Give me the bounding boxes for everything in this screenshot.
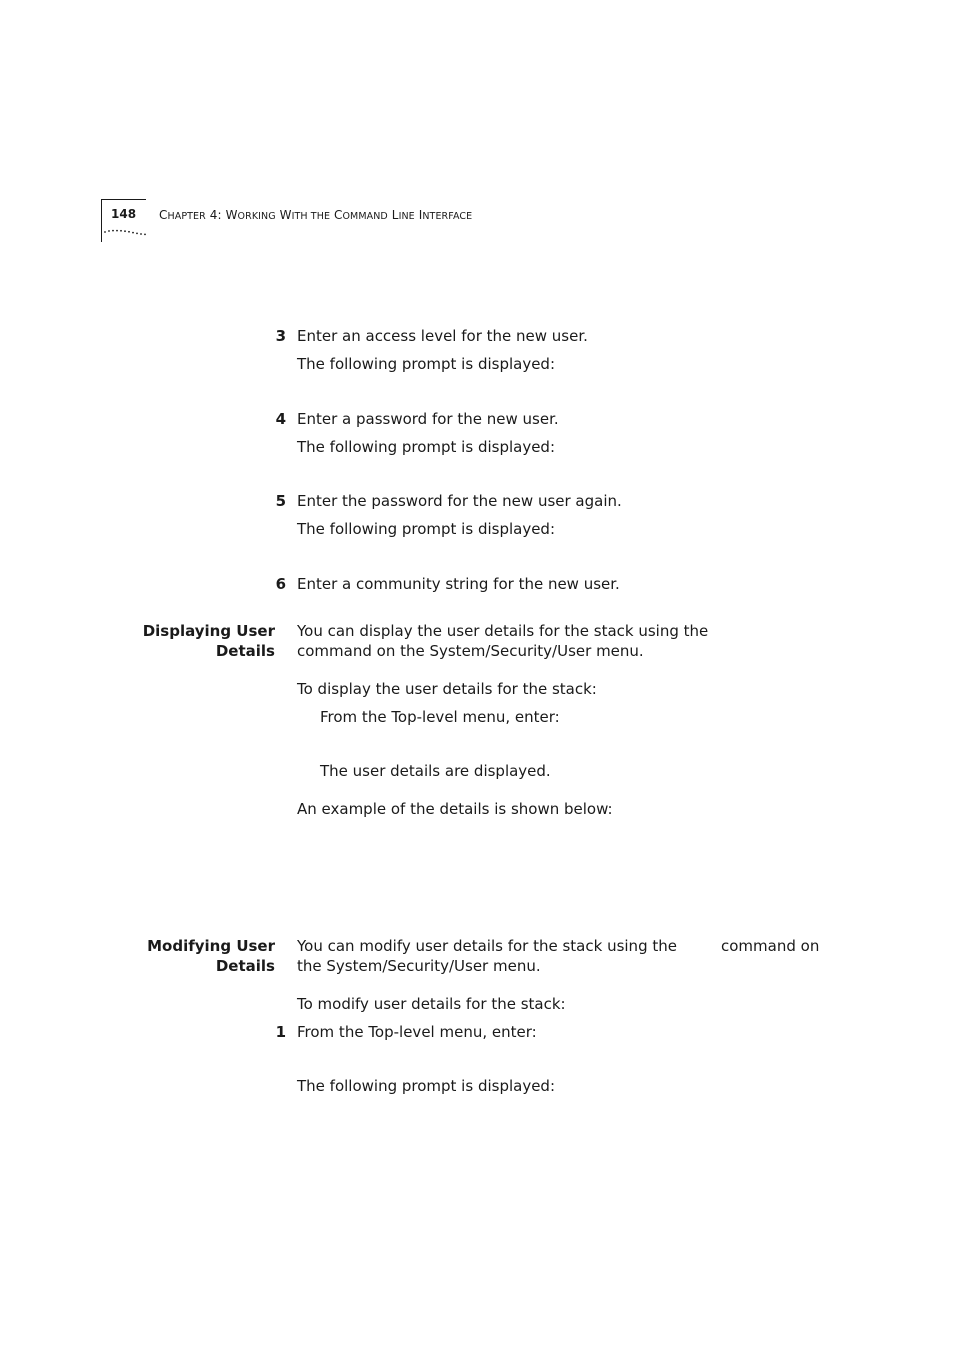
step-text: Enter a community string for the new user. (297, 575, 620, 593)
chapter-title-part: C (159, 208, 168, 222)
chapter-title-part: ITH THE (291, 211, 331, 222)
chapter-title-part: INE (398, 211, 415, 222)
step-number: 5 (275, 492, 286, 510)
step-follow-text: The following prompt is displayed: (297, 520, 556, 538)
heading-line: Displaying User (142, 622, 275, 640)
dotted-arc-decoration-icon (104, 226, 148, 238)
step-text: Enter the password for the new user again. (297, 492, 622, 510)
step-text: Enter an access level for the new user. (297, 327, 588, 345)
chapter-title-part: W (275, 208, 292, 222)
step-follow-text: The following prompt is displayed: (297, 355, 556, 373)
chapter-title-part: NTERFACE (422, 211, 473, 222)
chapter-title-part: C (330, 208, 343, 222)
paragraph-line: command on the System/Security/User menu. (297, 642, 644, 660)
step-follow-text: The following prompt is displayed: (297, 438, 556, 456)
section-heading-displaying (95, 621, 275, 661)
chapter-title-part: L (387, 208, 399, 222)
step-number: 1 (275, 1023, 286, 1041)
chapter-title (159, 207, 472, 225)
chapter-title-part: I (414, 208, 423, 222)
page-number: 148 (111, 207, 137, 221)
step-number: 6 (275, 575, 286, 593)
heading-line: Details (215, 642, 275, 660)
heading-line: Details (215, 957, 275, 975)
heading-line: Modifying User (147, 937, 275, 955)
chapter-title-part: OMMAND (342, 211, 388, 222)
paragraph-line: You can modify user details for the stack using the (297, 937, 677, 955)
step-text: Enter a password for the new user. (297, 410, 559, 428)
paragraph: An example of the details is shown below: (297, 800, 613, 818)
paragraph-line-fragment: command on (721, 937, 820, 955)
step-text: From the Top-level menu, enter: (297, 1023, 537, 1041)
paragraph-line: You can display the user details for the stack using the (297, 622, 709, 640)
step-number: 3 (275, 327, 286, 345)
chapter-title-part: HAPTER (167, 211, 206, 222)
paragraph: To modify user details for the stack: (297, 995, 566, 1013)
chapter-title-part: 4: W (205, 208, 238, 222)
step-number: 4 (275, 410, 286, 428)
prompt-text: The following prompt is displayed: (297, 1077, 556, 1095)
paragraph: To display the user details for the stack: (297, 680, 597, 698)
result-text: The user details are displayed. (320, 762, 551, 780)
chapter-title-part: ORKING (237, 211, 276, 222)
instruction-text: From the Top-level menu, enter: (320, 708, 560, 726)
section-heading-modifying (95, 936, 275, 976)
paragraph-line: the System/Security/User menu. (297, 957, 541, 975)
